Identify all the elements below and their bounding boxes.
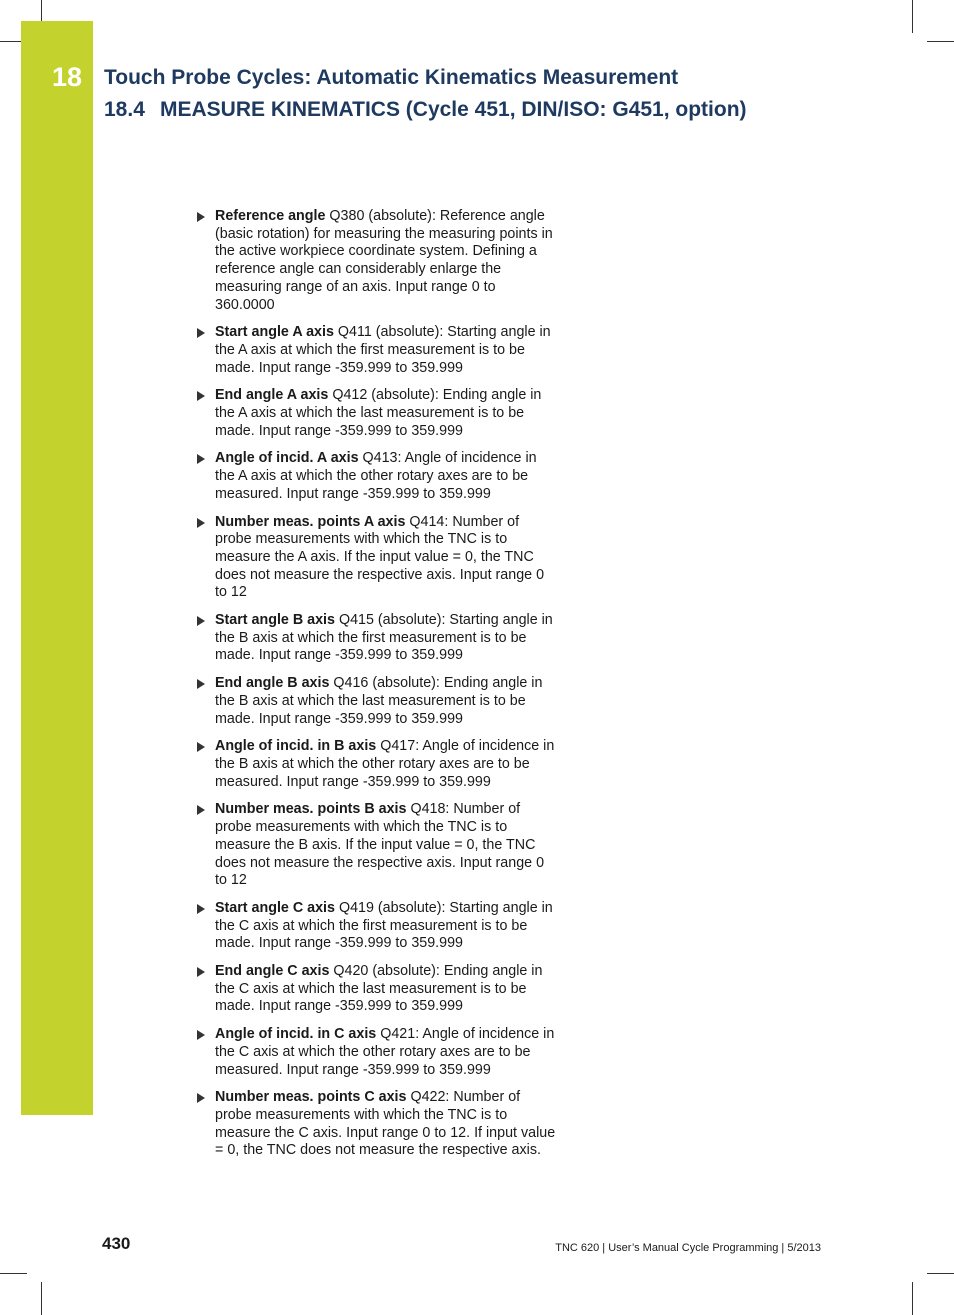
item-text: Q415 (absolute): Starting angle in the B axis at which the first measurement is to be made. Input range -359.999 to 359.999 (215, 612, 553, 664)
list-item (193, 738, 558, 791)
item-text: Q413: Angle of incidence in the A axis at which the other rotary axes are to be measured. Input range -359.999 to 359.999 (215, 450, 537, 502)
crop-mark (927, 1273, 954, 1274)
item-term: Angle of incid. in C axis (215, 1026, 377, 1043)
item-text: Q411 (absolute): Starting angle in the A axis at which the first measurement is to be made. Input range -359.999 to 359.999 (215, 324, 551, 376)
list-item (193, 801, 558, 890)
item-text: Q416 (absolute): Ending angle in the B axis at which the last measurement is to be made. Input range -359.999 to 359.999 (215, 675, 543, 727)
triangle-bullet-icon (197, 328, 205, 338)
item-term: Start angle C axis (215, 899, 335, 916)
item-term: Number meas. points C axis (215, 1089, 407, 1106)
triangle-bullet-icon (197, 212, 205, 222)
item-term: Angle of incid. A axis (215, 450, 359, 467)
triangle-bullet-icon (197, 967, 205, 977)
item-text: Q380 (absolute): Reference angle (basic rotation) for measuring the measuring points in the active workpiece coordinate system. Defining a reference angle can considerably enlarge the measuring range of an axis. Input range 0 to 360.0000 (215, 208, 553, 313)
item-term: Reference angle (215, 208, 326, 224)
crop-mark (912, 0, 913, 33)
item-term: Start angle B axis (215, 612, 335, 629)
triangle-bullet-icon (197, 616, 205, 626)
list-item (193, 324, 558, 377)
item-text: Q412 (absolute): Ending angle in the A axis at which the last measurement is to be made. Input range -359.999 to 359.999 (215, 387, 542, 439)
triangle-bullet-icon (197, 1093, 205, 1103)
item-text: Q420 (absolute): Ending angle in the C axis at which the last measurement is to be made. Input range -359.999 to 359.999 (215, 963, 543, 1015)
chapter-sidebar (21, 21, 93, 1115)
footer-text: TNC 620 | User’s Manual Cycle Programming | 5/2013 (555, 1242, 821, 1254)
triangle-bullet-icon (197, 904, 205, 914)
item-text: Q422: Number of probe measurements with which the TNC is to measure the C axis. Input range 0 to 12. If input value = 0, the TNC does not measure the respective axis. (215, 1089, 556, 1159)
section-title (104, 98, 747, 122)
item-term: Angle of incid. in B axis (215, 738, 377, 755)
triangle-bullet-icon (197, 742, 205, 752)
triangle-bullet-icon (197, 454, 205, 464)
section-number: 18.4 (104, 98, 145, 121)
triangle-bullet-icon (197, 391, 205, 401)
page-number: 430 (102, 1234, 131, 1253)
list-item (193, 900, 558, 953)
item-text: Q417: Angle of incidence in the B axis at which the other rotary axes are to be measured. Input range -359.999 to 359.999 (215, 738, 555, 790)
item-term: Number meas. points B axis (215, 801, 407, 818)
list-item (193, 514, 558, 603)
list-item (193, 963, 558, 1016)
item-term: Number meas. points A axis (215, 513, 406, 530)
crop-mark (0, 1273, 27, 1274)
list-item (193, 1026, 558, 1079)
list-item (193, 450, 558, 503)
item-term: End angle C axis (215, 963, 330, 980)
item-text: Q418: Number of probe measurements with which the TNC is to measure the B axis. If the input value = 0, the TNC does not measure the respective axis. Input range 0 to 12 (215, 801, 545, 889)
chapter-number: 18 (52, 62, 83, 92)
list-item (193, 208, 558, 314)
crop-mark (927, 41, 954, 42)
triangle-bullet-icon (197, 805, 205, 815)
crop-mark (912, 1282, 913, 1315)
list-item (193, 612, 558, 665)
parameter-list (193, 208, 558, 1170)
item-text: Q419 (absolute): Starting angle in the C axis at which the first measurement is to be made. Input range -359.999 to 359.999 (215, 899, 553, 952)
section-title-text: MEASURE KINEMATICS (Cycle 451, DIN/ISO: G451, option) (160, 98, 747, 121)
triangle-bullet-icon (197, 679, 205, 689)
item-term: Start angle A axis (215, 324, 334, 341)
item-term: End angle B axis (215, 675, 330, 692)
chapter-title: Touch Probe Cycles: Automatic Kinematics Measurement (104, 66, 679, 89)
triangle-bullet-icon (197, 518, 205, 528)
item-text: Q414: Number of probe measurements with which the TNC is to measure the A axis. If the input value = 0, the TNC does not measure the respective axis. Input range 0 to 12 (215, 513, 545, 601)
list-item (193, 675, 558, 728)
item-term: End angle A axis (215, 387, 329, 404)
triangle-bullet-icon (197, 1030, 205, 1040)
list-item (193, 1089, 558, 1160)
crop-mark (41, 1282, 42, 1315)
list-item (193, 387, 558, 440)
item-text: Q421: Angle of incidence in the C axis at which the other rotary axes are to be measured. Input range -359.999 to 359.999 (215, 1026, 555, 1078)
